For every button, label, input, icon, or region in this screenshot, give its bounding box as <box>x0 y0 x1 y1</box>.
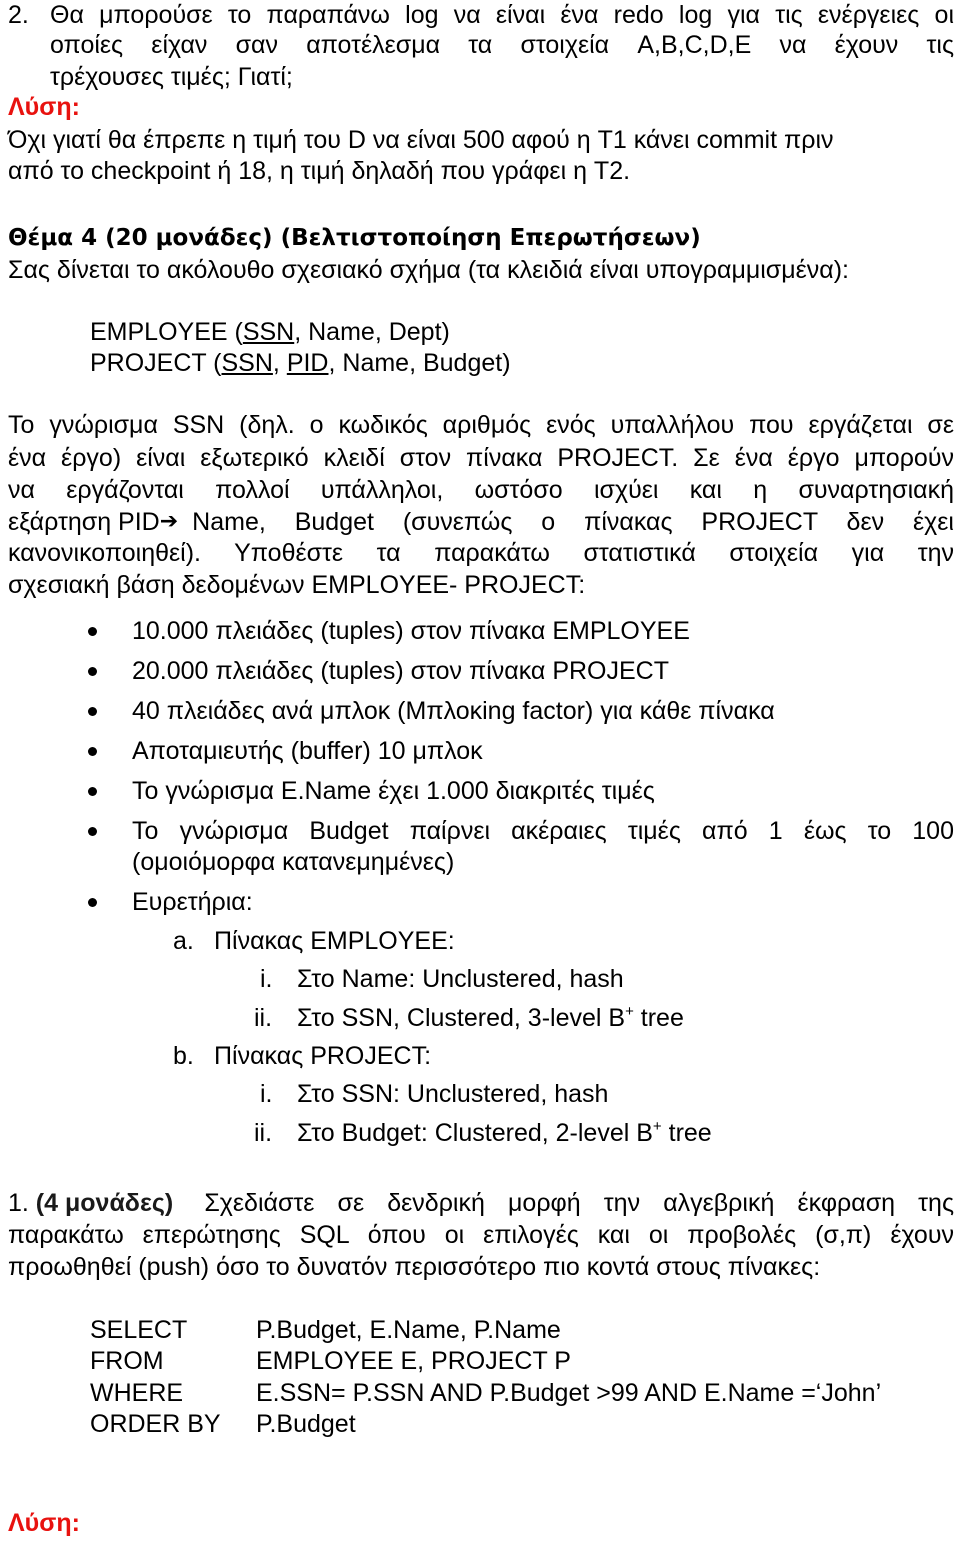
schema-project-key-ssn: SSN <box>221 349 273 377</box>
para-line-2: ένα έργο) είναι εξωτερικό κλειδί στον πίνακα PROJECT. Σε ένα έργο μπορούν <box>8 444 954 472</box>
schema-project-prefix: PROJECT ( <box>90 349 222 377</box>
schema-employee-rest: , Name, Dept) <box>294 318 450 346</box>
index-b-label: b. <box>173 1042 194 1070</box>
q2-line-1 <box>8 0 954 30</box>
bullet-icon <box>88 827 97 836</box>
schema-employee-key: SSN <box>242 318 295 346</box>
right-arrow-icon: ➔ <box>159 509 179 534</box>
index-a-ii-sup: + <box>625 1003 634 1020</box>
bullet-icon <box>88 667 97 676</box>
index-b-text: Πίνακας PROJECT: <box>214 1042 432 1070</box>
schema-employee <box>90 317 954 347</box>
answer-line-1: Όχι γιατί θα έπρεπε η τιμή του D να είναι 500 αφού η T1 κάνει commit πριν <box>8 126 834 154</box>
solution-label-2: Λύση: <box>8 1509 80 1537</box>
index-a-text: Πίνακας EMPLOYEE: <box>214 927 455 955</box>
q1-text-1: Σχεδιάστε σε δενδρική μορφή την αλγεβρική έκφραση της <box>181 1189 954 1217</box>
para-line-4-end: Name, Budget (συνεπώς ο πίνακας PROJECT δεν έχει <box>192 508 954 536</box>
sql-keyword-orderby: ORDER BY <box>90 1410 221 1438</box>
index-a-ii-main: Στο SSN, Clustered, 3-level B <box>297 1004 626 1032</box>
bullet-icon <box>88 707 97 716</box>
index-a-i-text: Στο Name: Unclustered, hash <box>297 965 624 993</box>
para-line-4-start: εξάρτηση PID <box>8 508 160 536</box>
index-b-ii-tail: tree <box>661 1119 712 1147</box>
q2-line-3: τρέχουσες τιμές; Γιατί; <box>50 63 293 91</box>
q1-points: (4 μονάδες) <box>35 1189 174 1217</box>
sql-keyword-select: SELECT <box>90 1316 188 1344</box>
q1-line-3: προωθηθεί (push) όσο το δυνατόν περισσότερο πιο κοντά στους πίνακες: <box>8 1253 821 1281</box>
q2-line-2: οποίες είχαν σαν αποτέλεσμα τα στοιχεία A,B,C,D,E να έχουν τις <box>50 31 954 59</box>
schema-project-sep: , <box>272 349 287 377</box>
topic4-intro: Σας δίνεται το ακόλουθο σχεσιακό σχήμα (τα κλειδιά είναι υπογραμμισμένα): <box>8 256 850 284</box>
stat-item-5: Το γνώρισμα E.Name έχει 1.000 διακριτές τιμές <box>132 777 655 805</box>
index-a-ii-label: ii. <box>254 1004 273 1032</box>
index-a-i-label: i. <box>260 965 273 993</box>
index-b-i-label: i. <box>260 1080 273 1108</box>
stat-item-1: 10.000 πλειάδες (tuples) στον πίνακα EMPLOYEE <box>132 617 690 645</box>
sql-keyword-where: WHERE <box>90 1379 184 1407</box>
q1-line-2: παρακάτω επερώτησης SQL όπου οι επιλογές και οι προβολές (σ,π) έχουν <box>8 1221 954 1249</box>
q1-line-1 <box>8 1188 954 1218</box>
stat-item-3: 40 πλειάδες ανά μπλοκ (Μπλοκing factor) για κάθε πίνακα <box>132 697 775 725</box>
index-b-ii-text <box>297 1118 712 1148</box>
solution-label-1: Λύση: <box>8 93 80 121</box>
para-line-5: κανονικοποιηθεί). Υποθέστε τα παρακάτω στατιστικά στοιχεία για την <box>8 539 954 567</box>
bullet-icon <box>88 747 97 756</box>
index-a-label: a. <box>173 927 194 955</box>
q2-number: 2. <box>8 1 29 29</box>
sql-value-where: E.SSN= P.SSN AND P.Budget >99 AND E.Name =‘John’ <box>256 1379 882 1407</box>
schema-project-rest: , Name, Budget) <box>328 349 511 377</box>
answer-line-2: από το checkpoint ή 18, η τιμή δηλαδή που γράφει η T2. <box>8 157 631 185</box>
para-line-3: να εργάζονται πολλοί υπάλληλοι, ωστόσο ισχύει και η συναρτησιακή <box>8 476 954 504</box>
stat-item-2: 20.000 πλειάδες (tuples) στον πίνακα PROJECT <box>132 657 669 685</box>
schema-employee-prefix: EMPLOYEE ( <box>90 318 243 346</box>
index-b-ii-sup: + <box>652 1118 662 1135</box>
topic4-title: Θέμα 4 (20 μονάδες) (Βελτιστοποίηση Επερωτήσεων) <box>8 225 701 251</box>
schema-project <box>90 348 954 378</box>
bullet-icon <box>88 627 97 636</box>
index-a-ii-tail: tree <box>633 1004 684 1032</box>
para-line-6: σχεσιακή βάση δεδομένων EMPLOYEE- PROJECT: <box>8 571 586 599</box>
para-line-4 <box>8 507 954 537</box>
sql-value-orderby: P.Budget <box>256 1410 356 1438</box>
stat-item-4: Αποταμιευτής (buffer) 10 μπλοκ <box>132 737 483 765</box>
sql-keyword-from: FROM <box>90 1347 164 1375</box>
index-b-ii-main: Στο Budget: Clustered, 2-level B <box>297 1119 653 1147</box>
stat-item-7: Ευρετήρια: <box>132 888 253 916</box>
para-line-1: Το γνώρισμα SSN (δηλ. ο κωδικός αριθμός ενός υπαλλήλου που εργάζεται σε <box>8 411 954 439</box>
stat-item-6: Το γνώρισμα Budget παίρνει ακέραιες τιμές από 1 έως το 100 <box>132 817 954 845</box>
stat-item-6-cont: (ομοιόμορφα κατανεμημένες) <box>132 848 455 876</box>
bullet-icon <box>88 898 97 907</box>
index-b-i-text: Στο SSN: Unclustered, hash <box>297 1080 609 1108</box>
q2-text-1: Θα μπορούσε το παραπάνω log να είναι ένα redo log για τις ενέργειες οι <box>50 1 954 29</box>
q1-number: 1. <box>8 1189 36 1217</box>
sql-value-select: P.Budget, E.Name, P.Name <box>256 1316 561 1344</box>
schema-project-key-pid: PID <box>286 349 329 377</box>
index-a-ii-text <box>297 1003 684 1033</box>
index-b-ii-label: ii. <box>254 1119 273 1147</box>
bullet-icon <box>88 787 97 796</box>
sql-value-from: EMPLOYEE E, PROJECT P <box>256 1347 571 1375</box>
